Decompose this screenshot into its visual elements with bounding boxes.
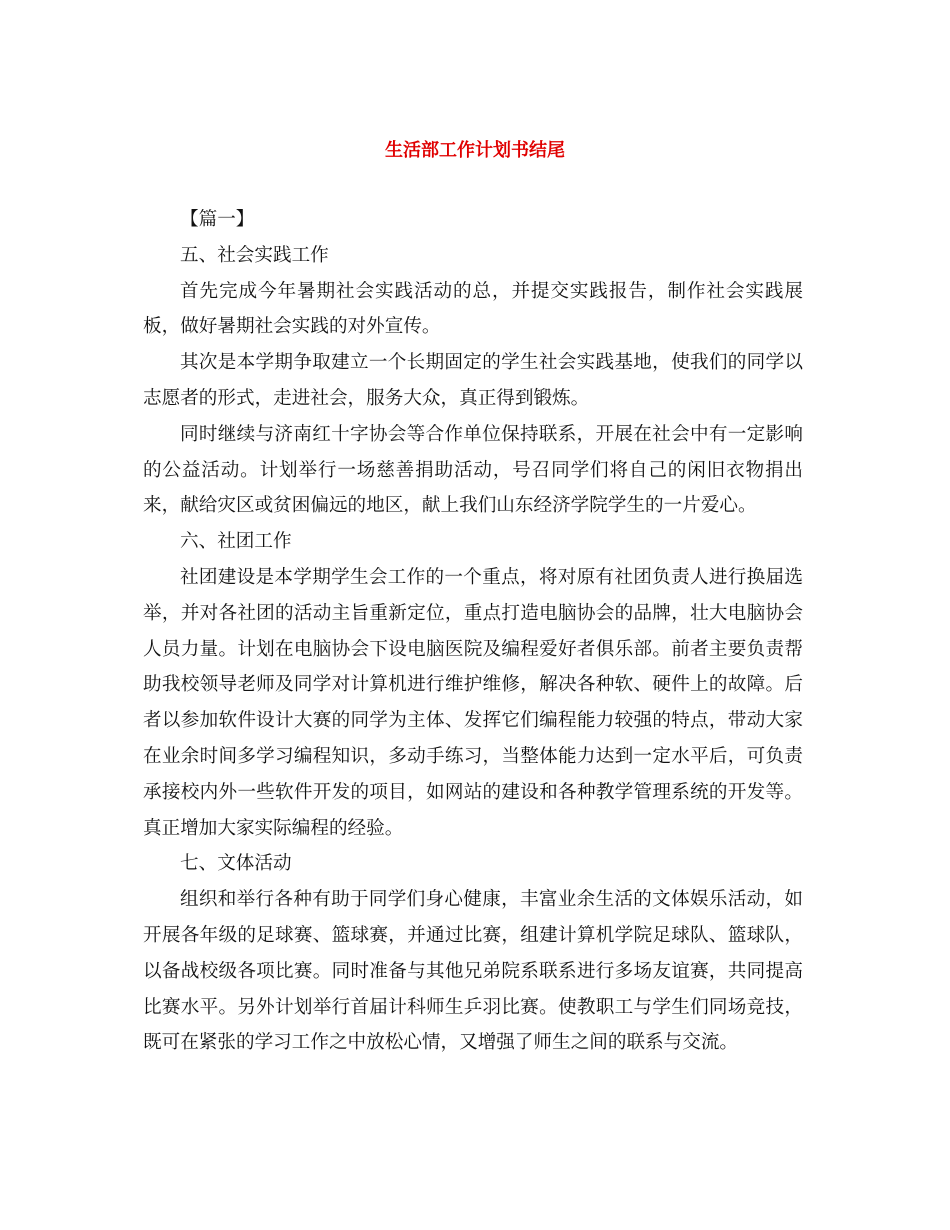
- section-heading-sports: 七、文体活动: [180, 853, 292, 875]
- document-title: 生活部工作计划书结尾: [385, 140, 565, 161]
- paragraph: 社团建设是本学期学生会工作的一个重点，将对原有社团负责人进行换届选举，并对各社团的活动主旨重新定位，重点打造电脑协会的品牌，壮大电脑协会人员力量。计划在电脑协会下设电脑医院及编程爱好者俱乐部。前者主要负责帮助我校领导老师及同学对计算机进行维护维修，解决各种软、硬件上的故障。后者以参加软件设计大赛的同学为主体、发挥它们编程能力较强的特点，带动大家在业余时间多学习编程知识，多动手练习，当整体能力达到一定水平后，可负责承接校内外一些软件开发的项目，如网站的建设和各种教学管理系统的开发等。真正增加大家实际编程的经验。: [143, 566, 803, 839]
- section-heading-social-practice: 五、社会实践工作: [180, 244, 329, 266]
- paragraph: 组织和举行各种有助于同学们身心健康，丰富业余生活的文体娱乐活动，如开展各年级的足球赛、篮球赛，并通过比赛，组建计算机学院足球队、篮球队，以备战校级各项比赛。同时准备与其他兄弟院系联系进行多场友谊赛，共同提高比赛水平。另外计划举行首届计科师生乒羽比赛。使教职工与学生们同场竞技，既可在紧张的学习工作之中放松心情，又增强了师生之间的联系与交流。: [143, 889, 803, 1054]
- document-body: [143, 202, 803, 1061]
- section-marker: 【篇一】: [180, 209, 255, 230]
- paragraph: 同时继续与济南红十字协会等合作单位保持联系，开展在社会中有一定影响的公益活动。计划举行一场慈善捐助活动，号召同学们将自己的闲旧衣物捐出来，献给灾区或贫困偏远的地区，献上我们山东经济学院学生的一片爱心。: [143, 423, 803, 517]
- section-heading-clubs: 六、社团工作: [180, 531, 292, 553]
- paragraph: 其次是本学期争取建立一个长期固定的学生社会实践基地，使我们的同学以志愿者的形式，走进社会，服务大众，真正得到锻炼。: [143, 352, 803, 409]
- paragraph: 首先完成今年暑期社会实践活动的总，并提交实践报告，制作社会实践展板，做好暑期社会实践的对外宣传。: [143, 280, 803, 338]
